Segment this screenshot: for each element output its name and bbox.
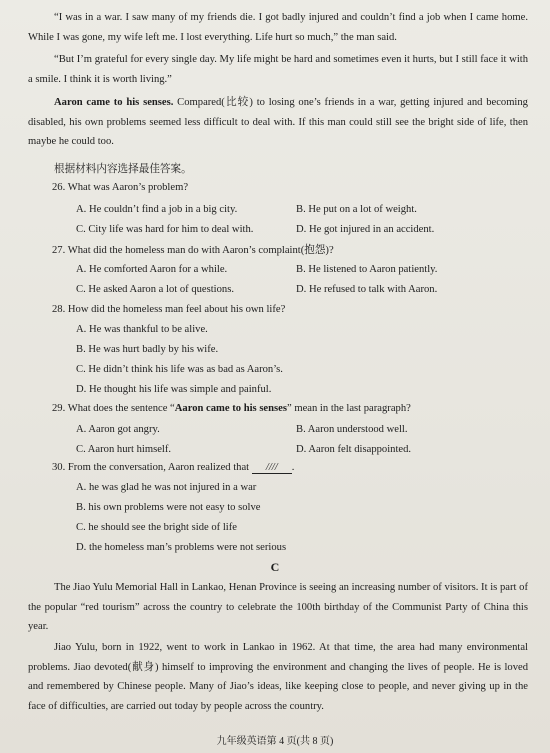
passage-paragraph-3 bbox=[28, 93, 528, 152]
paragraph-text: The Jiao Yulu Memorial Hall in Lankao, Henan Province is seeing an increasing number of visitors. It is part of the popular “red tourism” across the country to celebrate the 100th birthday of the Communist Party of China this year. bbox=[28, 582, 528, 632]
option-30a[interactable]: A. he was glad he was not injured in a war bbox=[76, 482, 257, 493]
option-26c[interactable]: C. City life was hard for him to deal with. bbox=[76, 224, 254, 235]
option-29c[interactable]: C. Aaron hurt himself. bbox=[76, 444, 172, 455]
option-29a[interactable]: A. Aaron got angry. bbox=[76, 424, 160, 435]
option-27d[interactable]: D. He refused to talk with Aaron. bbox=[296, 284, 438, 295]
option-28b[interactable]: B. He was hurt badly by his wife. bbox=[76, 344, 219, 355]
option-26a[interactable]: A. He couldn’t find a job in a big city. bbox=[76, 204, 238, 215]
section-heading-c: C bbox=[270, 560, 280, 574]
option-28a[interactable]: A. He was thankful to be alive. bbox=[76, 324, 208, 335]
option-29b[interactable]: B. Aaron understood well. bbox=[296, 424, 408, 435]
instruction bbox=[28, 160, 528, 180]
section-c-paragraph-1 bbox=[28, 578, 528, 637]
option-28d[interactable]: D. He thought his life was simple and painful. bbox=[76, 384, 272, 395]
option-29d[interactable]: D. Aaron felt disappointed. bbox=[296, 444, 412, 455]
option-27a[interactable]: A. He comforted Aaron for a while. bbox=[76, 264, 228, 275]
question-text: 30. From the conversation, Aaron realized that bbox=[52, 462, 250, 473]
question-26: 26. What was Aaron’s problem? bbox=[52, 182, 189, 193]
option-30c[interactable]: C. he should see the bright side of life bbox=[76, 522, 237, 533]
question-text: . bbox=[291, 462, 295, 473]
question-27: 27. What did the homeless man do with Aaron’s complaint(抱怨)? bbox=[52, 245, 334, 256]
instruction-text: 根据材料内容选择最佳答案。 bbox=[54, 164, 192, 175]
question-text: 29. What does the sentence “ bbox=[52, 403, 175, 414]
paragraph-text: Compared(比较) to losing one’s friends in a war, getting injured and becoming disabled, his own problems seemed less difficult to deal with. If this man could still see the bright side of life, then maybe he could too. bbox=[28, 97, 528, 147]
question-29 bbox=[52, 403, 411, 414]
paragraph-text: “I was in a war. I saw many of my friends die. I got badly injured and couldn’t find a job when I came home. While I was gone, my wife left me. I lost everything. Life hurt so much,” the man said. bbox=[28, 12, 528, 43]
option-27c[interactable]: C. He asked Aaron a lot of questions. bbox=[76, 284, 234, 295]
section-c-paragraph-2 bbox=[28, 638, 528, 716]
option-26d[interactable]: D. He got injured in an accident. bbox=[296, 224, 435, 235]
passage-paragraph-2 bbox=[28, 50, 528, 89]
question-bold-text: Aaron came to his senses bbox=[174, 403, 287, 414]
question-text: ” mean in the last paragraph? bbox=[286, 403, 411, 414]
paragraph-bold-text: Aaron came to his senses. bbox=[54, 97, 174, 108]
option-26b[interactable]: B. He put on a lot of weight. bbox=[296, 204, 417, 215]
option-30b[interactable]: B. his own problems were not easy to solve bbox=[76, 502, 261, 513]
page-footer: 九年级英语第 4 页(共 8 页) bbox=[216, 736, 334, 747]
paragraph-text: Jiao Yulu, born in 1922, went to work in Lankao in 1962. At that time, the area had many environmental problems. Jiao devoted(献身) himself to improving the environment and changing the lives of people. He is loved and remembered by Chinese people. Many of Jiao’s ideas, like keeping close to people, and never giving up in the face of difficulties, are carried out today by people across the country. bbox=[28, 642, 528, 712]
option-30d[interactable]: D. the homeless man’s problems were not serious bbox=[76, 542, 287, 553]
question-28: 28. How did the homeless man feel about his own life? bbox=[52, 304, 286, 315]
option-27b[interactable]: B. He listened to Aaron patiently. bbox=[296, 264, 438, 275]
paragraph-text: “But I’m grateful for every single day. My life might be hard and sometimes even it hurts, but I still face it with a smile. I think it is worth living.” bbox=[28, 54, 528, 85]
passage-paragraph-1 bbox=[28, 8, 528, 47]
question-30 bbox=[52, 462, 294, 474]
answer-blank[interactable]: //// bbox=[252, 462, 292, 474]
option-28c[interactable]: C. He didn’t think his life was as bad as Aaron’s. bbox=[76, 364, 283, 375]
